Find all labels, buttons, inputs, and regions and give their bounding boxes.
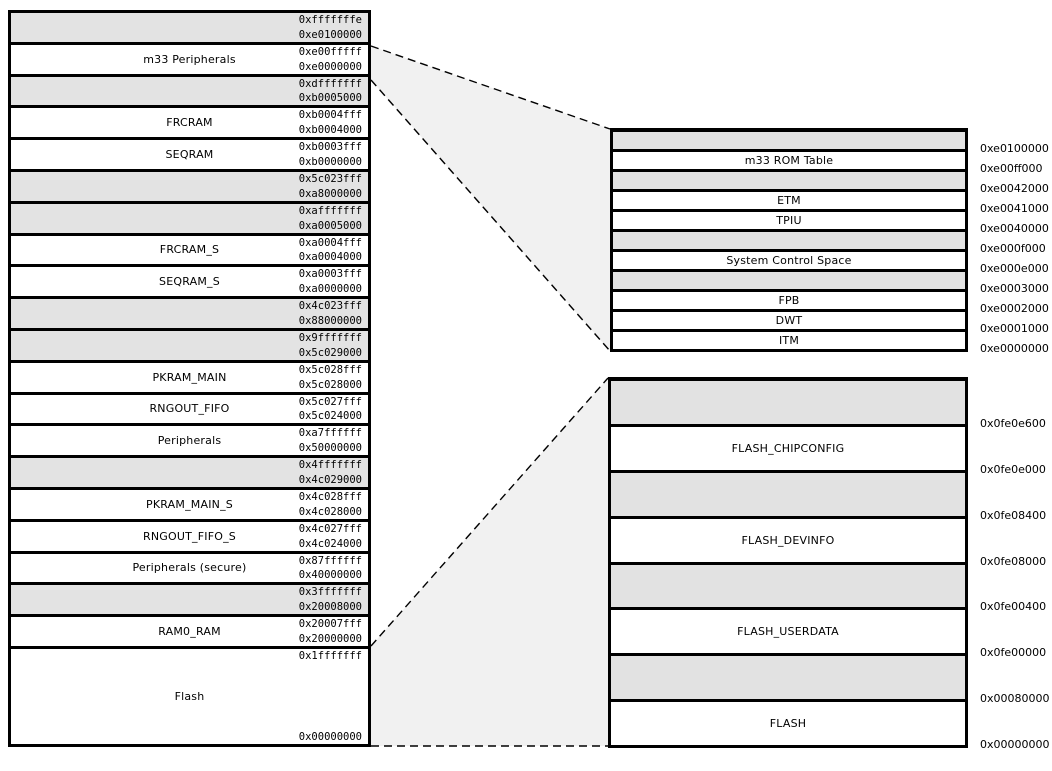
- region-addr-bottom: 0xb0005000: [298, 92, 362, 105]
- region-addr-bottom: 0x88000000: [298, 314, 362, 327]
- region-addr-bottom: 0xa8000000: [298, 187, 362, 200]
- boundary-address: 0xe0100000: [980, 142, 1049, 155]
- region-address-range: [299, 267, 362, 296]
- region-address-range: [299, 331, 362, 360]
- boundary-address: 0x0fe00000: [980, 646, 1047, 660]
- region-label: RNGOUT_FIFO: [149, 402, 230, 416]
- band-label: DWT: [775, 314, 803, 327]
- band-label: FLASH_USERDATA: [737, 625, 839, 639]
- region-addr-top: 0xa0004fff: [298, 236, 362, 249]
- memory-region-row: [11, 13, 368, 42]
- left-memory-map: [8, 10, 371, 747]
- band-label: [613, 172, 965, 189]
- region-label: m33 Peripherals: [143, 52, 236, 66]
- memory-region-row: [11, 519, 368, 551]
- region-addr-bottom: 0x00000000: [298, 730, 362, 743]
- memory-region-row: [11, 423, 368, 455]
- region-address-range: [299, 77, 362, 106]
- region-addr-top: 0xa0003fff: [298, 268, 362, 281]
- memory-region-row: [11, 551, 368, 583]
- region-label: FRCRAM_S: [159, 243, 220, 257]
- band-label: FLASH_CHIPCONFIG: [731, 441, 845, 455]
- region-label: RAM0_RAM: [158, 625, 221, 639]
- boundary-address: 0xe0003000: [980, 282, 1049, 295]
- memory-region-row: [11, 614, 368, 646]
- region-addr-top: 0x3fffffff: [298, 586, 362, 599]
- detail-band: [613, 269, 965, 289]
- region-address-range: [299, 108, 362, 137]
- region-addr-top: 0x5c023fff: [298, 172, 362, 185]
- region-addr-top: 0x4fffffff: [298, 459, 362, 472]
- region-addr-top: 0x87ffffff: [298, 554, 362, 567]
- region-address-range: [299, 395, 362, 424]
- band-label: System Control Space: [726, 254, 852, 267]
- region-addr-top: 0xfffffffe: [298, 14, 362, 26]
- region-addr-top: 0x4c023fff: [298, 300, 362, 313]
- region-address-range: [299, 649, 362, 744]
- region-addr-top: 0xdfffffff: [298, 77, 362, 90]
- detail-band: [613, 209, 965, 229]
- memory-region-row: [11, 105, 368, 137]
- region-addr-bottom: 0xa0004000: [298, 251, 362, 264]
- memory-region-row: [11, 137, 368, 169]
- boundary-address: 0xe0041000: [980, 202, 1049, 215]
- detail-band: [611, 653, 965, 699]
- boundary-address: 0xe00ff000: [980, 162, 1043, 175]
- region-addr-bottom: 0xe0100000: [298, 28, 362, 41]
- region-addr-bottom: 0x5c029000: [298, 346, 362, 359]
- region-addr-top: 0x1fffffff: [298, 649, 362, 662]
- m33-peripherals-detail-box: [610, 128, 968, 352]
- region-address-range: [299, 490, 362, 519]
- band-label: [611, 473, 965, 516]
- region-addr-top: 0x5c027fff: [298, 395, 362, 408]
- band-label: ETM: [777, 194, 801, 207]
- region-addr-bottom: 0x4c028000: [298, 505, 362, 518]
- region-addr-top: 0xe00fffff: [298, 45, 362, 58]
- region-address-range: [299, 426, 362, 455]
- region-address-range: [299, 554, 362, 583]
- region-label: PKRAM_MAIN_S: [146, 497, 233, 511]
- region-addr-bottom: 0xb0004000: [298, 124, 362, 137]
- region-addr-top: 0x9fffffff: [298, 331, 362, 344]
- detail-band: [613, 249, 965, 269]
- detail-band: [611, 381, 965, 424]
- detail-band: [613, 289, 965, 309]
- region-addr-top: 0xafffffff: [298, 204, 362, 217]
- memory-region-row: [11, 233, 368, 265]
- memory-region-row: [11, 201, 368, 233]
- region-address-range: [299, 363, 362, 392]
- region-addr-bottom: 0x20000000: [298, 632, 362, 645]
- region-address-range: [299, 172, 362, 201]
- region-address-range: [299, 522, 362, 551]
- region-address-range: [299, 13, 362, 42]
- region-address-range: [299, 140, 362, 169]
- band-label: [613, 132, 965, 149]
- region-addr-bottom: 0xe0000000: [298, 60, 362, 73]
- detail-band: [611, 699, 965, 745]
- band-label: [613, 272, 965, 289]
- memory-region-row: [11, 169, 368, 201]
- detail-band: [613, 329, 965, 349]
- boundary-address: 0x0fe08400: [980, 508, 1047, 522]
- m33-zoom-cone: [371, 46, 610, 351]
- memory-region-row: [11, 42, 368, 74]
- region-addr-bottom: 0x20008000: [298, 601, 362, 614]
- boundary-address: 0x0fe08000: [980, 554, 1047, 568]
- flash-detail-box: [608, 377, 968, 748]
- boundary-address: 0x00000000: [980, 738, 1050, 751]
- region-addr-bottom: 0xa0005000: [298, 219, 362, 232]
- band-label: m33 ROM Table: [744, 154, 834, 167]
- boundary-address: 0xe0002000: [980, 302, 1049, 315]
- detail-band: [611, 516, 965, 562]
- detail-band: [613, 309, 965, 329]
- detail-band: [613, 132, 965, 149]
- region-addr-bottom: 0x5c028000: [298, 378, 362, 391]
- band-label: [611, 656, 965, 699]
- memory-region-row: [11, 360, 368, 392]
- boundary-address: 0xe0001000: [980, 322, 1049, 335]
- region-addr-bottom: 0x4c024000: [298, 537, 362, 550]
- region-address-range: [299, 236, 362, 265]
- detail-band: [613, 229, 965, 249]
- detail-band: [611, 424, 965, 470]
- region-label: RNGOUT_FIFO_S: [143, 529, 236, 543]
- band-label: ITM: [778, 334, 800, 347]
- memory-region-row: [11, 296, 368, 328]
- boundary-address: 0x0fe00400: [980, 600, 1047, 614]
- region-addr-top: 0xb0003fff: [298, 141, 362, 154]
- boundary-address: 0xe0042000: [980, 182, 1049, 195]
- region-label: Peripherals (secure): [132, 561, 247, 575]
- region-address-range: [299, 617, 362, 646]
- memory-region-row: [11, 392, 368, 424]
- region-addr-top: 0xa7ffffff: [298, 427, 362, 440]
- detail-band: [611, 562, 965, 608]
- memory-region-row: [11, 264, 368, 296]
- memory-region-row: [11, 487, 368, 519]
- memory-region-row: [11, 582, 368, 614]
- memory-region-row: [11, 74, 368, 106]
- region-address-range: [299, 204, 362, 233]
- detail-band: [613, 149, 965, 169]
- boundary-address: 0xe0000000: [980, 342, 1049, 355]
- region-addr-bottom: 0xb0000000: [298, 155, 362, 168]
- band-label: TPIU: [776, 214, 802, 227]
- band-label: [611, 565, 965, 608]
- band-label: FPB: [778, 294, 800, 307]
- band-label: FLASH: [769, 717, 807, 731]
- region-addr-bottom: 0x5c024000: [298, 410, 362, 423]
- region-addr-top: 0x4c028fff: [298, 490, 362, 503]
- boundary-address: 0xe000f000: [980, 242, 1046, 255]
- region-label: PKRAM_MAIN: [152, 370, 227, 384]
- detail-band: [613, 189, 965, 209]
- region-label: Flash: [174, 689, 205, 703]
- boundary-address: 0x00080000: [980, 692, 1050, 706]
- flash-address-column: [980, 377, 1052, 751]
- boundary-address: 0x0fe0e600: [980, 416, 1046, 430]
- band-label: FLASH_DEVINFO: [741, 533, 835, 547]
- region-addr-top: 0x4c027fff: [298, 522, 362, 535]
- band-label: [613, 232, 965, 249]
- region-addr-bottom: 0xa0000000: [298, 283, 362, 296]
- region-address-range: [299, 299, 362, 328]
- region-addr-bottom: 0x4c029000: [298, 473, 362, 486]
- boundary-address: 0xe000e000: [980, 262, 1049, 275]
- region-label: FRCRAM: [166, 116, 213, 130]
- boundary-address: 0xe0040000: [980, 222, 1049, 235]
- detail-band: [611, 470, 965, 516]
- region-addr-bottom: 0x40000000: [298, 569, 362, 582]
- region-addr-top: 0x20007fff: [298, 618, 362, 631]
- memory-region-row: [11, 455, 368, 487]
- detail-band: [613, 169, 965, 189]
- region-addr-bottom: 0x50000000: [298, 442, 362, 455]
- band-label: [611, 381, 965, 424]
- region-address-range: [299, 45, 362, 74]
- region-label: SEQRAM_S: [159, 275, 220, 289]
- region-address-range: [299, 585, 362, 614]
- flash-zoom-cone: [371, 378, 608, 746]
- memory-region-row: [11, 328, 368, 360]
- detail-band: [611, 607, 965, 653]
- region-addr-top: 0xb0004fff: [298, 109, 362, 122]
- memory-region-row: [11, 646, 368, 744]
- region-addr-top: 0x5c028fff: [298, 363, 362, 376]
- region-label: Peripherals: [157, 434, 222, 448]
- m33-peripherals-address-column: [980, 128, 1052, 355]
- region-label: SEQRAM: [165, 148, 214, 162]
- boundary-address: 0x0fe0e000: [980, 462, 1046, 476]
- region-address-range: [299, 458, 362, 487]
